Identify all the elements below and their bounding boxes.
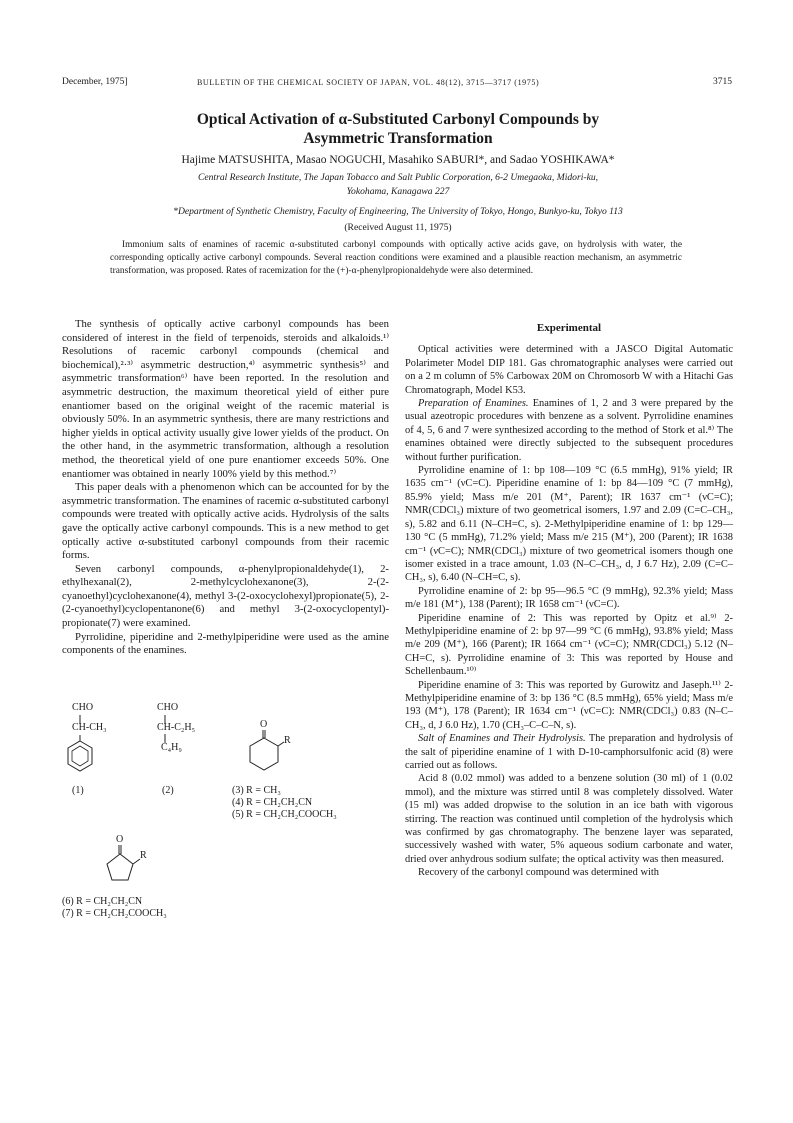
compound-7-def: (7) R = CH₂CH₂COOCH₃	[62, 908, 167, 919]
c2-c4h9: C₄H₉	[161, 742, 182, 753]
exp-paragraph-3: Pyrrolidine enamine of 1: bp 108—109 °C (6.5 mmHg), 91% yield; IR 1635 cm⁻¹ (νC=C). Piperidine enamine of 1: bp 84—109 °C (7 mmHg), 85.9% yield; Mass m/e 201 (M⁺, Parent); IR 1637 cm⁻¹ (νC=C); NMR(CDCl₃) mixture of two geometrical isomers, 1.97 and 2.09 (C=C–CH₃, s), 5.82 and 6.11 (N–CH=C, s). 2-Methylpiperidine enamine of 1: bp 129—130 °C (5 mmHg), 71.2% yield; Mass m/e 215 (M⁺), 200 (Parent); IR 1638 cm⁻¹ (νC=C); NMR(CDCl₃) mixture of two geometrical isomers though one isomer existed in a trace amount, 1.03 (N–C–CH₃, d, J 6.7 Hz), 2.09 (C=C–CH₃, s), 6.40 (N–CH=C, s).	[405, 465, 733, 584]
affiliation-2: *Department of Synthetic Chemistry, Faculty of Engineering, The University of Tokyo, Hongo, Bunkyo-ku, Tokyo 113	[173, 206, 623, 217]
intro-paragraph-4: Pyrrolidine, piperidine and 2-methylpiperidine were used as the amine components of the enamines.	[62, 630, 389, 657]
exp-paragraph-1: Optical activities were determined with a JASCO Digital Automatic Polarimeter Model DIP 181. Gas chromatographic analyses were carried out on a 2 m column of 5% Carbowax 20M on Chromosorb W with a Hitachi Gas Chromatograph, Model K53.	[405, 344, 733, 396]
exp-paragraph-9: Recovery of the carbonyl compound was determined with	[418, 867, 659, 879]
author-list: Hajime MATSUSHITA, Masao NOGUCHI, Masahiko SABURI*, and Sadao YOSHIKAWA*	[181, 154, 615, 166]
affiliation-1: Central Research Institute, The Japan Tobacco and Salt Public Corporation, 6-2 Umegaoka, Midori-ku,	[197, 172, 599, 183]
benzene-ring-icon	[66, 735, 96, 779]
compound-4-def: (4) R = CH₂CH₂CN	[232, 797, 313, 808]
compound-3-def: (3) R = CH₃	[232, 785, 281, 796]
c1-cho: CHO	[72, 702, 94, 713]
c3-oxygen: O	[260, 719, 268, 730]
c2-cho: CHO	[157, 702, 179, 713]
affiliation-1-city: Yokohama, Kanagawa 227	[346, 186, 450, 197]
intro-paragraph-1: The synthesis of optically active carbonyl compounds has been considered of interest in the field of terpenoids, steroids and alkaloids.¹⁾ Resolutions of racemic carbonyl compounds (chemical and biochemical),²·³⁾ asymmetric destruction,⁴⁾ asymmetric synthesis⁵⁾ and asymmetric transformation⁶⁾ have been reported. In the resolution and asymmetric destruction, the maximum theoretical yield of either pure enantiomer based on the original weight of the racemic material is obviously 50%. In an asymmetric synthesis, there are many restrictions and higher yields in optical activity usually give lower yields of the product. On the other hand, in the asymmetric transformation, although a resolution method, the theoretical yield of one pure enantiomer exceeds 50%. One enantiomer was obtained in nearly 100% yield by this method.⁷⁾	[62, 318, 389, 480]
c1-label: (1)	[72, 785, 84, 796]
c6-r: R	[140, 850, 147, 861]
exp-paragraph-5: Piperidine enamine of 2: This was reported by Opitz et al.⁹⁾ 2-Methylpiperidine enamine of 2: bp 97—99 °C (6 mmHg), 93.8% yield; Mass m/e 209 (M⁺), 166 (Parent); IR 1664 cm⁻¹ (νC=C); NMR(CDCl₃) 5.12 (N–CH=C, s). Pyrrolidine enamine of 3: This was reported by House and Schellenbaum.¹⁰⁾	[405, 612, 733, 678]
cyclopentanone-ring-icon	[98, 845, 142, 893]
c6-oxygen: O	[116, 834, 124, 845]
subhead-enamines: Preparation of Enamines.	[418, 398, 529, 410]
c1-ch: CH-CH₃	[72, 722, 107, 733]
abstract: Immonium salts of enamines of racemic α-substituted carbonyl compounds with optically active acids gave, on hydrolysis with water, the corresponding optically active carbonyl compounds. Several reaction conditions were examined and a plausible reaction mechanism, an asymmetric transformation, was proposed. Rates of racemization for the (+)-α-phenylpropionaldehyde were also determined.	[110, 240, 682, 276]
section-heading-experimental: Experimental	[536, 322, 602, 334]
subhead-salts: Salt of Enamines and Their Hydrolysis.	[418, 733, 586, 745]
intro-paragraph-2: This paper deals with a phenomenon which can be accounted for by the asymmetric transformation. The enamines of racemic α-substituted carbonyl compounds were treated with optically active acids. Hydrolysis of the salts gave the optically active carbonyl compounds. This is a new method to get optically active α-substituted carbonyl compounds from their racemic forms.	[62, 481, 389, 562]
exp-paragraph-7	[405, 732, 733, 772]
structure-figure	[62, 702, 389, 1122]
intro-paragraph-3: Seven carbonyl compounds, α-phenylpropionaldehyde(1), 2-ethylhexanal(2), 2-methylcyclohexanone(3), 2-(2-cyanoethyl)cyclohexanone(4), methyl 3-(2-oxocyclohexyl)propionate(5), 2-(2-cyanoethyl)cyclopentanone(6) and methyl 3-(2-oxocyclopentyl)-propionate(7) were examined.	[62, 562, 389, 630]
received-date: (Received August 11, 1975)	[344, 222, 452, 233]
left-column	[62, 318, 389, 658]
header-journal: BULLETIN OF THE CHEMICAL SOCIETY OF JAPAN, VOL. 48(12), 3715—3717 (1975)	[197, 78, 540, 87]
compound-6-def: (6) R = CH₂CH₂CN	[62, 896, 143, 907]
title-line-1: Optical Activation of α-Substituted Carbonyl Compounds by	[196, 111, 600, 128]
right-column	[405, 322, 733, 880]
exp-paragraph-4: Pyrrolidine enamine of 2: bp 95—96.5 °C (9 mmHg), 92.3% yield; Mass m/e 181 (M⁺), 138 (Parent); IR 1658 cm⁻¹ (νC=C).	[405, 585, 733, 611]
c2-ch: CH-C₂H₅	[157, 722, 196, 733]
c3-r: R	[284, 735, 291, 746]
compound-5-def: (5) R = CH₂CH₂COOCH₃	[232, 809, 337, 820]
exp-paragraph-8: Acid 8 (0.02 mmol) was added to a benzene solution (30 ml) of 1 (0.02 mmol), and the mixture was stirred until 8 was completely dissolved. Water (15 ml) was added dropwise to the solution in an ice bath with vigorous stirring. The reaction was continued until completion of the hydrolysis which was confirmed by gas chromatography. The benzene layer was separated, successively washed with water, 5% aqueous sodium carbonate and water, dried over anhydrous sodium sulfate; the optical activity was then measured.	[405, 773, 733, 865]
paper-title	[60, 110, 736, 148]
page-number: 3715	[713, 77, 732, 87]
header-date: December, 1975]	[62, 77, 128, 87]
exp-paragraph-2	[405, 397, 733, 464]
title-line-2: Asymmetric Transformation	[303, 130, 493, 147]
c2-label: (2)	[162, 785, 174, 796]
exp-paragraph-6: Piperidine enamine of 3: This was reported by Gurowitz and Jaseph.¹¹⁾ 2-Methylpiperidine enamine of 3: bp 136 °C (8.5 mmHg), 65% yield; Mass m/e 193 (M⁺), 178 (Parent); IR 1634 cm⁻¹ (νC=C): NMR(CDCl₃) 0.83 (N–C–CH₃, d, J 6.0 Hz), 1.70 (CH₃–C–C–N, s).	[405, 679, 733, 731]
running-header	[62, 77, 732, 91]
exp-paragraph-7-body: The preparation and hydrolysis of the salt of piperidine enamine of 1 with D-10-camphorsulfonic acid (8) were carried out as follows.	[405, 733, 733, 771]
cyclohexanone-ring-icon	[242, 730, 286, 780]
exp-paragraph-2-body: Enamines of 1, 2 and 3 were prepared by the usual azeotropic procedures with benzene as a solvent. Pyrrolidine enamines of 4, 5, 6 and 7 were synthesized according to the method of Stork et al.⁸⁾ The enamines obtained were directly subjected to the subsequent procedures without further purification.	[405, 398, 733, 463]
